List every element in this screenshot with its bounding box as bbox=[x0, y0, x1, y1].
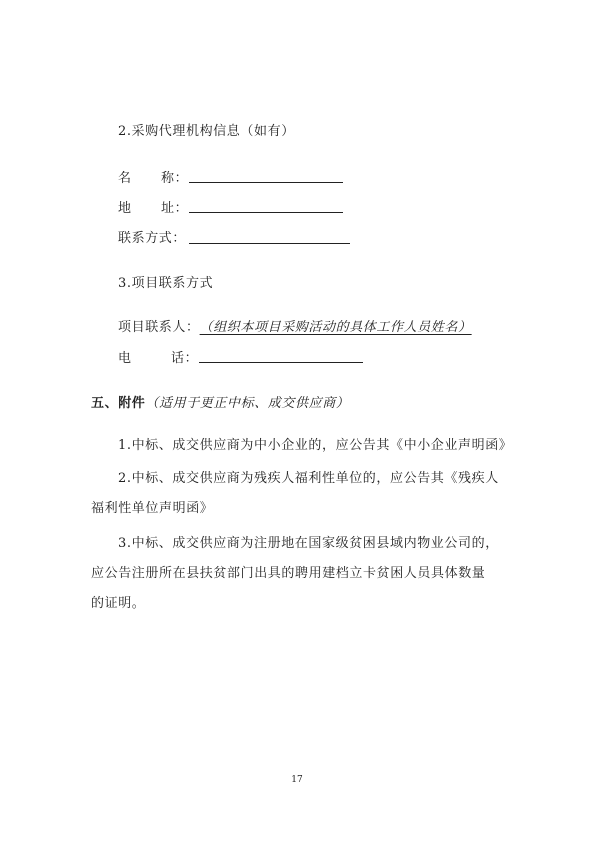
project-phone-blank[interactable] bbox=[199, 362, 363, 363]
attachment-item-3-line-3: 的证明。 bbox=[91, 596, 146, 611]
project-contact-heading: 3.项目联系方式 bbox=[118, 276, 214, 291]
attachment-item-3-line-2: 应公告注册所在县扶贫部门出具的聘用建档立卡贫困人员具体数量 bbox=[91, 566, 486, 581]
agency-contact-row bbox=[118, 231, 186, 247]
agency-name-row-b bbox=[161, 171, 188, 187]
project-person-value[interactable]: （组织本项目采购活动的具体工作人员姓名） bbox=[199, 320, 472, 335]
agency-address-label-b: 址： bbox=[161, 201, 189, 216]
agency-contact-label: 联系方式： bbox=[118, 231, 187, 246]
agency-address-blank[interactable] bbox=[189, 212, 343, 213]
project-person-row bbox=[118, 320, 472, 336]
agency-name-label-b: 称： bbox=[161, 171, 189, 186]
agency-address-row-b bbox=[161, 201, 188, 217]
page-number: 17 bbox=[291, 775, 303, 785]
agency-name-row bbox=[118, 171, 132, 187]
attachments-heading-title: 五、附件 bbox=[91, 396, 146, 411]
agency-address-row bbox=[118, 201, 132, 217]
agency-name-label-a: 名 bbox=[118, 171, 132, 186]
agency-info-heading: 2.采购代理机构信息（如有） bbox=[118, 124, 295, 139]
project-phone-label-a: 电 bbox=[118, 351, 132, 366]
attachment-item-3-line-1: 3.中标、成交供应商为注册地在国家级贫困县域内物业公司的， bbox=[118, 536, 499, 551]
project-phone-label-b: 话： bbox=[171, 351, 199, 366]
agency-address-label-a: 地 bbox=[118, 201, 132, 216]
attachment-item-1: 1.中标、成交供应商为中小企业的，应公告其《中小企业声明函》 bbox=[118, 438, 513, 453]
attachments-heading bbox=[91, 396, 349, 412]
project-phone-row-b bbox=[171, 351, 198, 367]
attachment-item-2-line-2: 福利性单位声明函》 bbox=[91, 501, 214, 516]
attachment-item-2-line-1: 2.中标、成交供应商为残疾人福利性单位的，应公告其《残疾人 bbox=[118, 471, 499, 486]
agency-contact-blank[interactable] bbox=[189, 243, 350, 244]
agency-name-blank[interactable] bbox=[189, 182, 343, 183]
project-phone-row bbox=[118, 351, 132, 367]
project-person-label: 项目联系人： bbox=[118, 320, 200, 335]
attachments-heading-note: （适用于更正中标、成交供应商） bbox=[145, 396, 350, 411]
